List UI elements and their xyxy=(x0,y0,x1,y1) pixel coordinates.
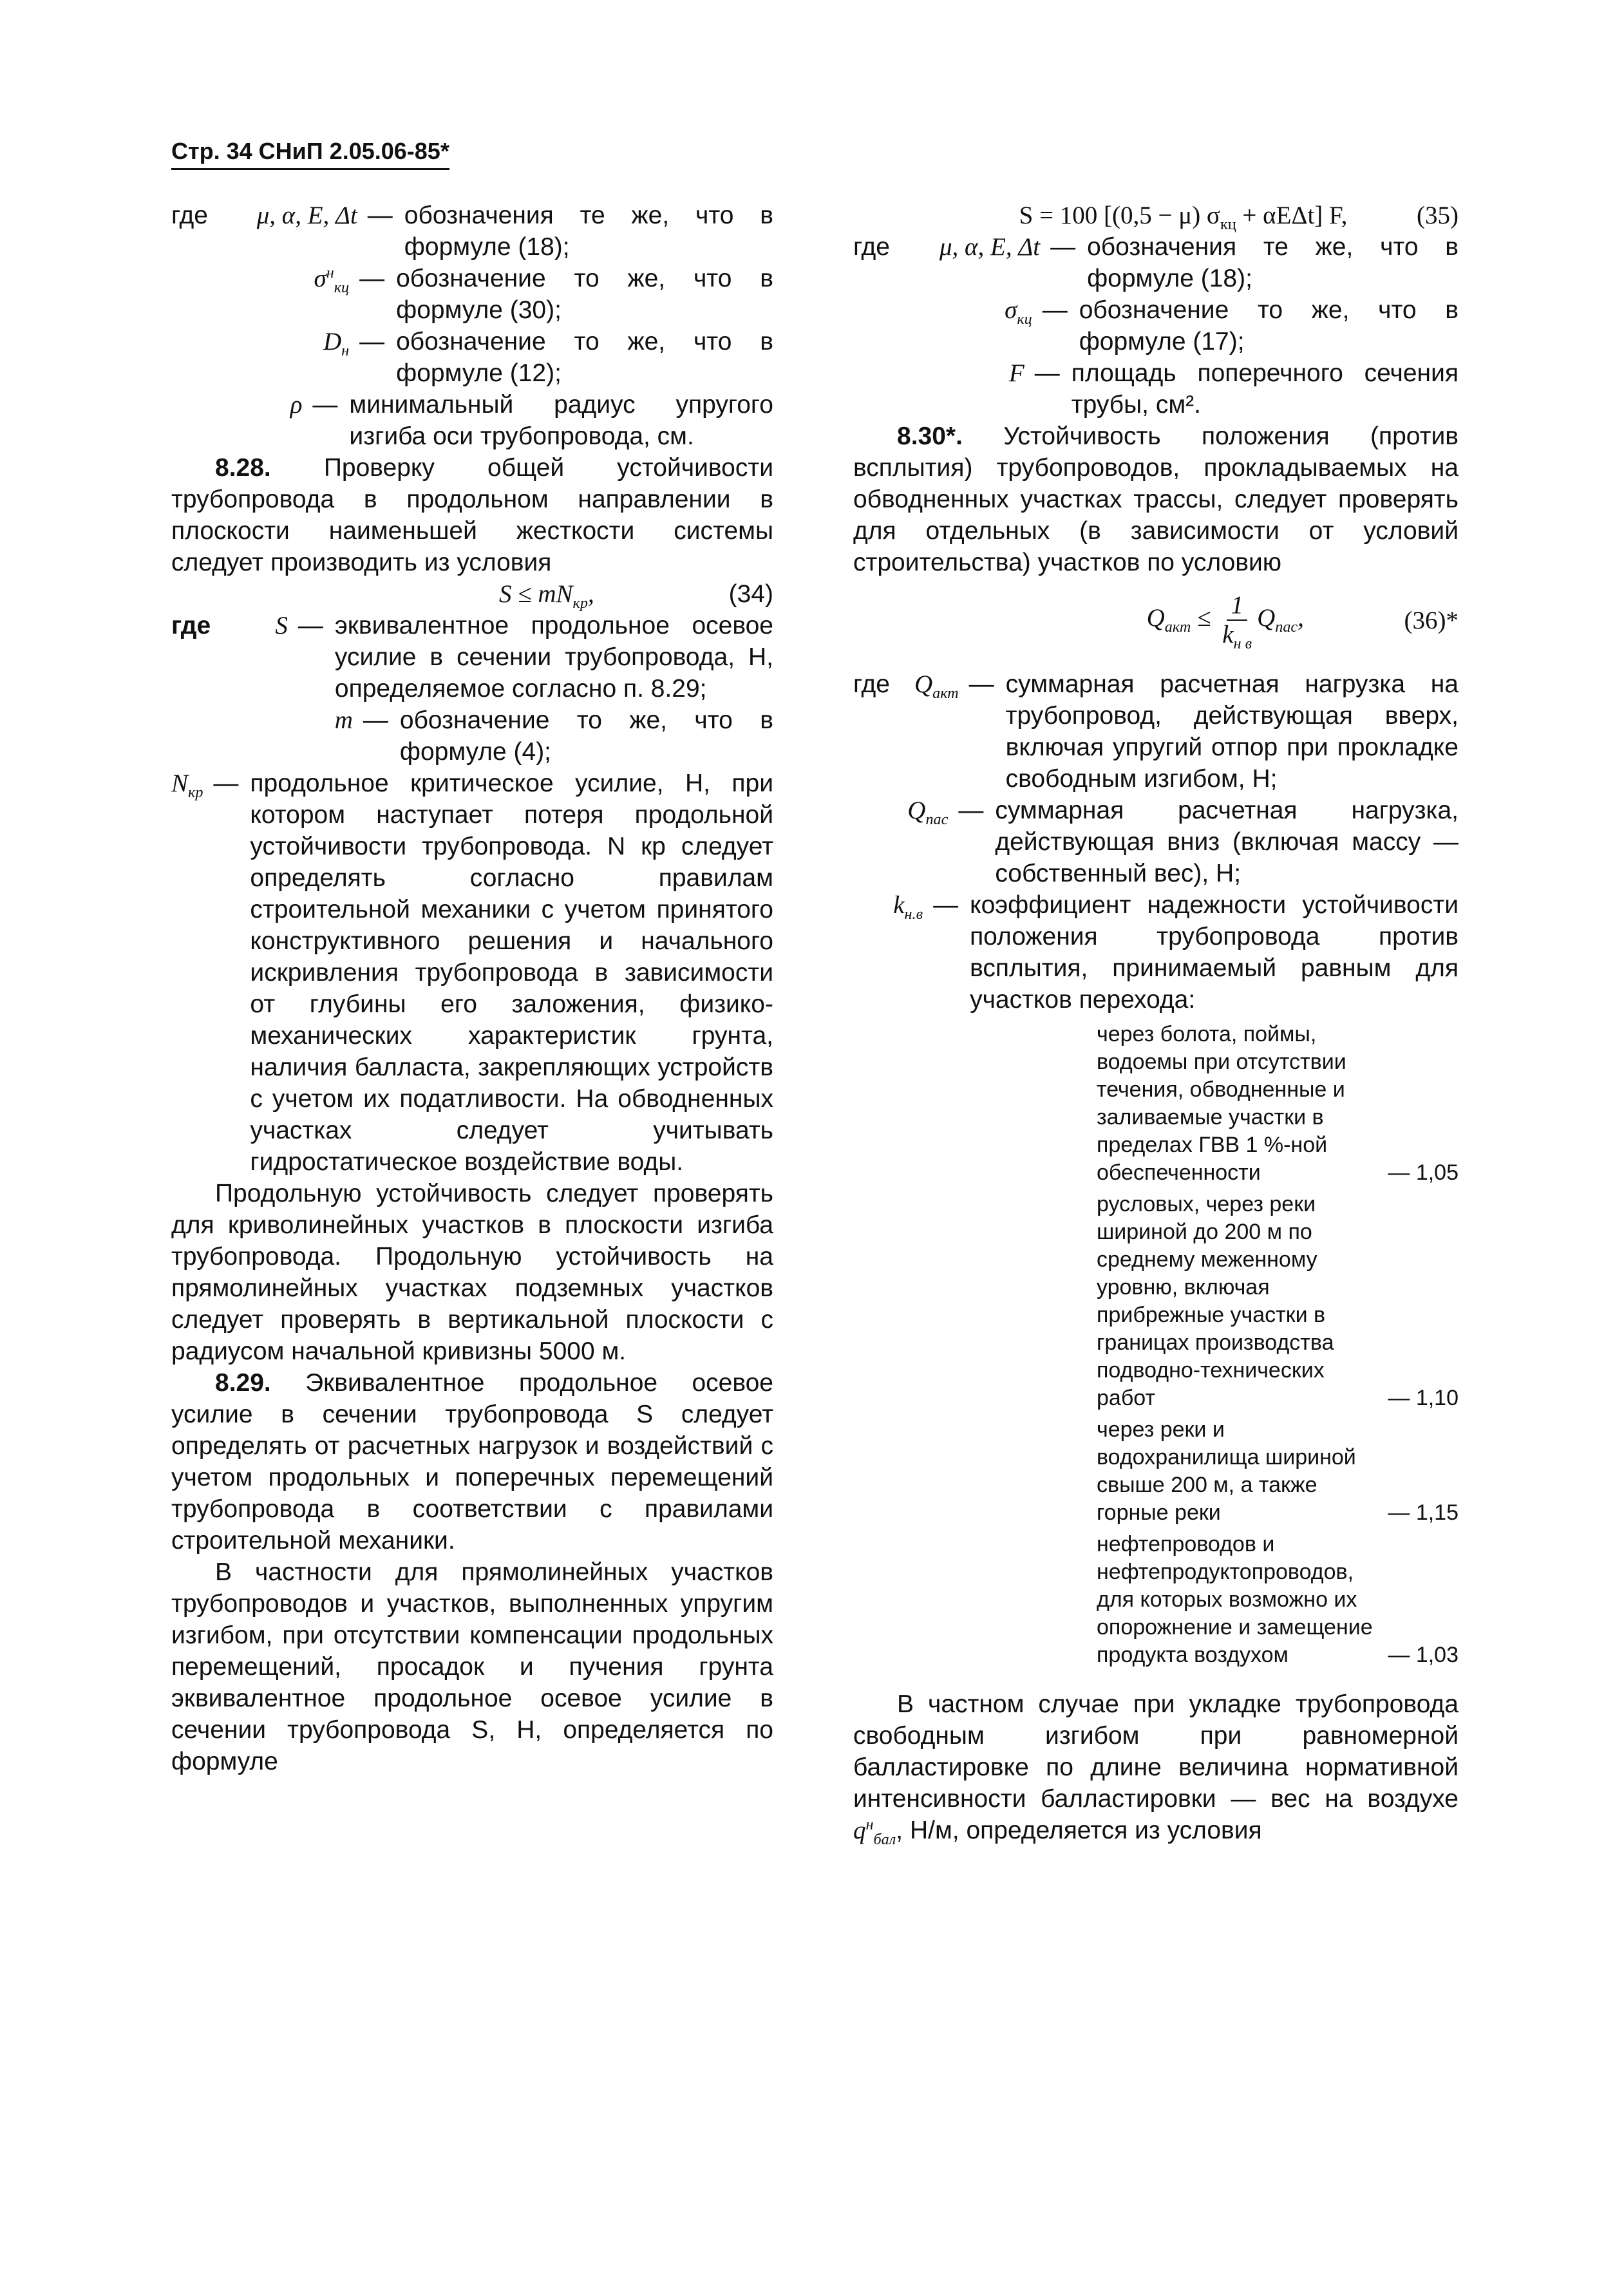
paragraph-ballast: В частном случае при укладке трубопровода свободным изгибом при равномерной балластировке по длине величина нормативной интенсивности балластировки — вес на воздухе $q^н_{бал}$, Н/м, определяется из условия xyxy=(853,1690,1459,1848)
dash: — xyxy=(933,891,959,919)
q-symbol: $q^н_{бал}$ xyxy=(853,1816,896,1848)
dash: — xyxy=(367,202,393,229)
definition-text: обозначения те же, что в формуле (18); xyxy=(1087,233,1459,292)
definition-symbol: μ, α, E, Δt xyxy=(939,233,1041,261)
coefficient-item: русловых, через реки шириной до 200 м по среднему меженному уровню, включая прибрежные участки в границах производства подводно-технических работ — 1,10 xyxy=(1097,1192,1459,1410)
definition-text: минимальный радиус упругого изгиба оси трубопровода, см. xyxy=(349,391,773,450)
paragraph-8-30 xyxy=(853,420,1459,578)
definition-row xyxy=(853,795,1459,889)
formula-35 xyxy=(853,200,1459,231)
dash: — xyxy=(213,770,239,797)
definition-symbol: S xyxy=(275,612,288,639)
paragraph-stability: Продольную устойчивость следует проверять для криволинейных участков в плоскости изгиба трубопровода. Продольную устойчивость на прямолинейных участках подземных участков следует проверять в вертикальной плоскости с радиусом начальной кривизны 5000 м. xyxy=(171,1180,773,1365)
definition-row xyxy=(171,768,773,1178)
definition-text: продольное критическое усилие, Н, при котором наступает потеря продольной устойчивости трубопровода. N кр следует определять согласно правилам строительной механики с учетом принятого конструктивного решения и начального искривления трубопровода в зависимости от глубины его заложения, физико-механических характеристик грунта, наличия балласта, закрепляющих устройств с учетом их податливости. На обводненных участках следует учитывать гидростатическое воздействие воды. xyxy=(250,770,773,1176)
formula-expression: $Q_{акт}$ ≤ $\frac{1}{k_{н в}}$ $Q_{пас}$, xyxy=(1146,591,1304,652)
definition-text: суммарная расчетная нагрузка на трубопровод, действующая вверх, включая упругий отпор при прокладке свободным изгибом, Н; xyxy=(1005,670,1459,793)
definition-row xyxy=(853,668,1459,795)
coefficient-item: через реки и водохранилища шириной свыше 200 м, а также горные реки — 1,15 xyxy=(1097,1417,1459,1525)
formula-36 xyxy=(853,591,1459,652)
definition-symbol: μ, α, E, Δt xyxy=(256,202,357,229)
definition-symbol: $N_{кр}$ xyxy=(171,770,203,801)
dash: — xyxy=(297,612,323,639)
definition-symbol: $\sigma_{кц}$ xyxy=(1005,296,1032,328)
definition-row xyxy=(171,263,773,326)
definition-row xyxy=(853,294,1459,357)
definition-text: обозначение то же, что в формуле (4); xyxy=(399,706,773,766)
definition-row xyxy=(171,610,773,704)
dash: — xyxy=(312,391,338,419)
definition-text: обозначения те же, что в формуле (18); xyxy=(404,202,773,261)
definition-row xyxy=(853,357,1459,420)
definition-text: коэффициент надежности устойчивости положения трубопровода против всплытия, принимаемый равным для участков перехода: xyxy=(970,891,1459,1014)
dash: — xyxy=(1050,233,1076,261)
definition-text: обозначение то же, что в формуле (17); xyxy=(1079,296,1459,355)
definition-symbol: ρ xyxy=(290,391,303,419)
clause-number: 8.30*. xyxy=(897,422,963,450)
dash: — xyxy=(968,670,994,698)
definition-symbol: $Q_{акт}$ xyxy=(914,670,959,702)
definition-text: эквивалентное продольное осевое усилие в сечении трубопровода, Н, определяемое согласно п. 8.29; xyxy=(334,612,773,703)
page-header: Стр. 34 СНиП 2.05.06-85* xyxy=(171,135,449,170)
definition-text: обозначение то же, что в формуле (12); xyxy=(396,328,773,387)
definition-row xyxy=(171,200,773,263)
dash: — xyxy=(359,265,385,292)
definition-row xyxy=(853,889,1459,1016)
clause-number: 8.28. xyxy=(215,454,271,482)
definition-row xyxy=(171,326,773,389)
coefficient-item: нефтепроводов и нефтепродуктопроводов, для которых возможно их опорожнение и замещение продукта воздухом — 1,03 xyxy=(1097,1532,1459,1667)
gde-label: где xyxy=(171,612,211,639)
gde-label: где xyxy=(853,670,890,698)
definition-symbol: $\sigma^н_{кц}$ xyxy=(314,264,350,296)
definition-symbol: m xyxy=(334,706,353,734)
dash: — xyxy=(1034,359,1060,387)
clause-text: Эквивалентное продольное осевое усилие в сечении трубопровода S следует определять от расчетных нагрузок и воздействий с учетом продольных и поперечных перемещений трубопровода в соответствии с правилами строительной механики. xyxy=(171,1369,773,1554)
definition-symbol: F xyxy=(1008,359,1024,387)
dash: — xyxy=(359,328,385,355)
definition-text: обозначение то же, что в формуле (30); xyxy=(396,265,773,324)
clause-number: 8.29. xyxy=(215,1369,271,1397)
right-column xyxy=(853,200,1459,1846)
definition-row xyxy=(171,389,773,452)
definition-row xyxy=(853,231,1459,294)
definition-row xyxy=(171,704,773,768)
formula-expression: $S \le mN_{кр}$, xyxy=(498,580,594,612)
clause-text: Устойчивость положения (против всплытия) трубопроводов, прокладываемых на обводненных участках трассы, следует проверять для отдельных (в зависимости от условий строительства) участков по условию xyxy=(853,422,1459,576)
clause-text: Проверку общей устойчивости трубопровода в продольном направлении в плоскости наименьшей жесткости системы следует производить из условия xyxy=(171,454,773,576)
gde-label: где xyxy=(171,202,208,229)
coefficient-list xyxy=(1097,1021,1459,1669)
definition-symbol: $k_{н.в}$ xyxy=(893,891,923,923)
definition-symbol: $Q_{пас}$ xyxy=(907,797,949,828)
dash: — xyxy=(363,706,388,734)
definition-text: площадь поперечного сечения трубы, см². xyxy=(1071,359,1459,419)
left-column xyxy=(171,200,773,1777)
formula-number: (35) xyxy=(1417,202,1459,229)
formula-number: (34) xyxy=(728,580,773,608)
paragraph-particular: В частности для прямолинейных участков трубопроводов и участков, выполненных упругим изгибом, при отсутствии компенсации продольных перемещений, просадок и пучения грунта эквивалентное продольное осевое усилие в сечении трубопровода S, Н, определяется по формуле xyxy=(171,1558,773,1775)
gde-label: где xyxy=(853,233,890,261)
dash: — xyxy=(1042,296,1068,324)
formula-34 xyxy=(171,578,773,610)
coefficient-item: через болота, поймы, водоемы при отсутствии течения, обводненные и заливаемые участки в пределах ГВВ 1 %-ной обеспеченности — 1,05 xyxy=(1097,1022,1459,1185)
paragraph-8-29 xyxy=(171,1367,773,1556)
dash: — xyxy=(958,797,984,824)
paragraph-8-28 xyxy=(171,452,773,578)
definition-text: суммарная расчетная нагрузка, действующая вниз (включая массу — собственный вес), Н; xyxy=(995,797,1459,887)
formula-expression: S = 100 [(0,5 − μ) $\sigma_{кц} + \alpha E\Delta t$] F, xyxy=(1019,202,1348,233)
formula-number: (36)* xyxy=(1404,606,1459,634)
definition-symbol: $D_н$ xyxy=(323,328,350,359)
